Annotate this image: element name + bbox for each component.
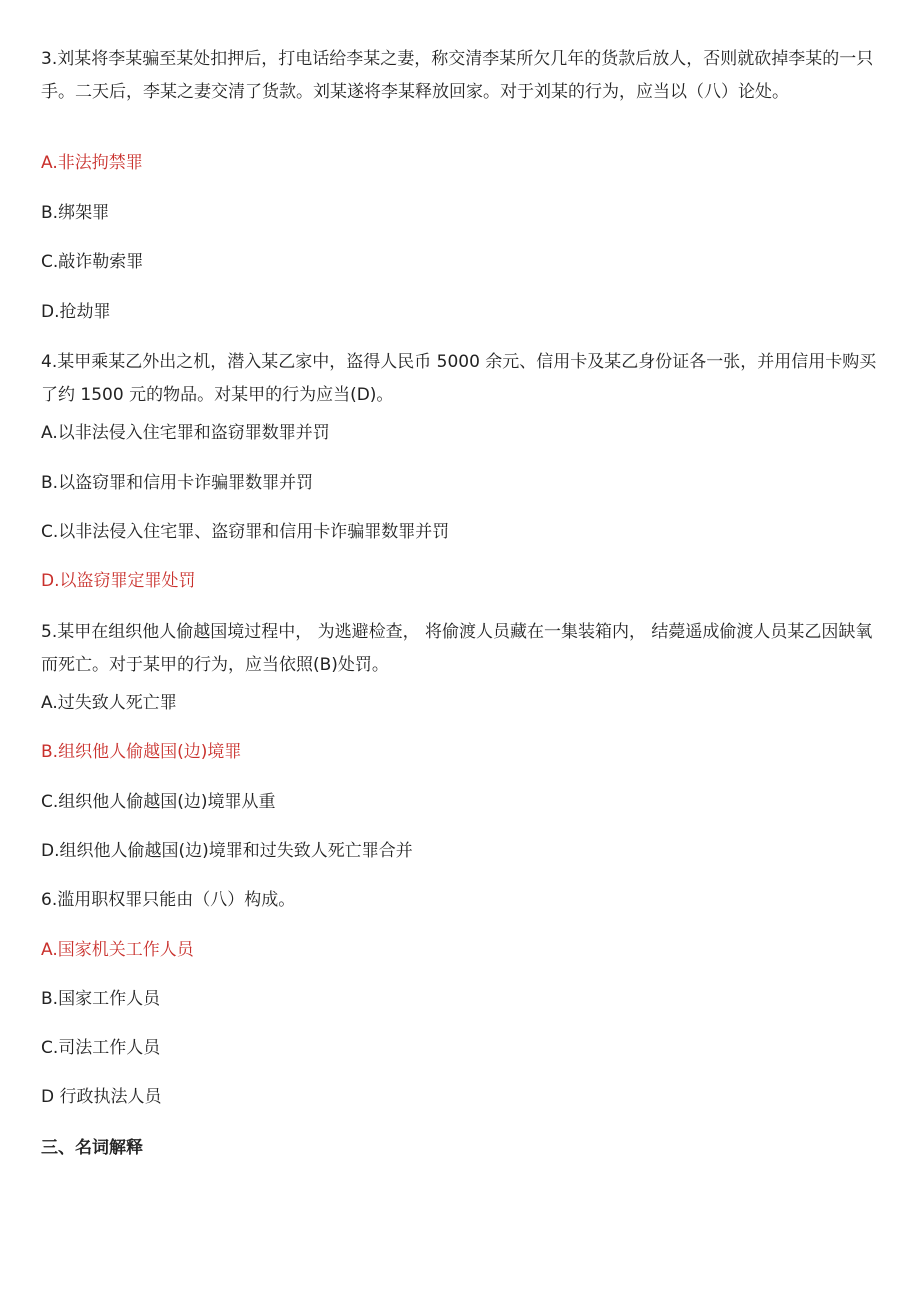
question-5-option-c: C.组织他人偷越国(边)境罪从重 (41, 792, 276, 812)
question-5-stem: 5.某甲在组织他人偷越国境过程中， 为逃避检查， 将偷渡人员藏在一集装箱内， 结薨遥成偷渡人员某乙因缺氧而死亡。对于某甲的行为，应当依照(B)处罚。 (41, 622, 873, 675)
question-4-stem: 4.某甲乘某乙外出之机，潜入某乙家中，盗得人民币 5000 余元、信用卡及某乙身份证各一张，并用信用卡购买了约 1500 元的物品。对某甲的行为应当(D)。 (41, 352, 877, 405)
question-6-option-c: C.司法工作人员 (41, 1038, 161, 1058)
question-6-option-d: D 行政执法人员 (41, 1087, 162, 1107)
section-heading: 三、名词解释 (41, 1138, 143, 1158)
question-5-option-a: A.过失致人死亡罪 (41, 693, 177, 713)
question-3-stem: 3.刘某将李某骗至某处扣押后，打电话给李某之妻，称交清李某所欠几年的货款后放人，否则就砍掉李某的一只手。二天后，李某之妻交清了货款。刘某遂将李某释放回家。对于刘某的行为，应当以（八）论处。 (41, 49, 874, 102)
question-4-option-d: D.以盗窃罪定罪处罚 (41, 571, 196, 591)
question-4-option-c: C.以非法侵入住宅罪、盗窃罪和信用卡诈骗罪数罪并罚 (41, 522, 450, 542)
question-3-option-d: D.抢劫罪 (41, 302, 111, 322)
question-3-option-a: A.非法拘禁罪 (41, 153, 143, 173)
question-5-option-b: B.组织他人偷越国(边)境罪 (41, 742, 242, 762)
question-3-option-b: B.绑架罪 (41, 203, 110, 223)
question-6-option-a: A.国家机关工作人员 (41, 940, 194, 960)
question-3-option-c: C.敲诈勒索罪 (41, 252, 144, 272)
question-5-option-d: D.组织他人偷越国(边)境罪和过失致人死亡罪合并 (41, 841, 413, 861)
question-6-stem: 6.滥用职权罪只能由（八）构成。 (41, 890, 296, 910)
question-4-option-b: B.以盗窃罪和信用卡诈骗罪数罪并罚 (41, 473, 314, 493)
question-4-option-a: A.以非法侵入住宅罪和盗窃罪数罪并罚 (41, 423, 330, 443)
question-6-option-b: B.国家工作人员 (41, 989, 161, 1009)
